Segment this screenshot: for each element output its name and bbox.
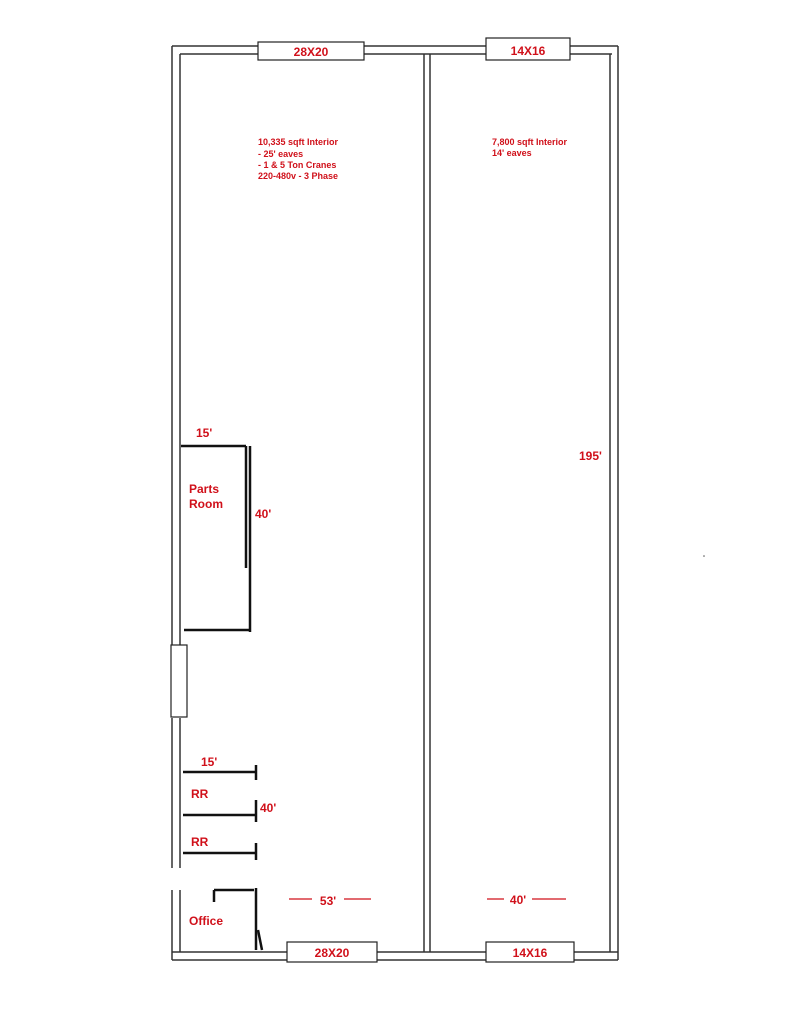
right-bay-line1: 7,800 sqft Interior (492, 137, 568, 147)
stray-mark (703, 555, 705, 557)
right-bay-width-label: 40' (509, 893, 527, 907)
door-top-right (486, 38, 570, 60)
restroom-1-label: RR (191, 787, 209, 801)
dimension-left-bay-width (289, 894, 371, 908)
left-bay-line1: 10,335 sqft Interior (258, 137, 339, 147)
office (189, 888, 262, 950)
left-bay-line4: 220-480v - 3 Phase (258, 171, 339, 181)
right-bay-line2: 14' eaves (492, 148, 532, 158)
building-length-label: 195' (579, 449, 602, 463)
center-dividing-wall (424, 54, 430, 952)
left-bay-line2: - 25' eaves (258, 149, 304, 159)
outer-walls (172, 46, 618, 960)
restroom-width: 15' (201, 755, 218, 769)
parts-room-name-line2: Room (189, 497, 223, 511)
parts-room-name-line1: Parts (189, 482, 220, 496)
office-label: Office (189, 914, 224, 928)
side-door (171, 645, 187, 717)
parts-room-width: 15' (196, 426, 213, 440)
door-bottom-right-label: 14X16 (512, 946, 548, 960)
restroom-2-label: RR (191, 835, 209, 849)
left-bay-line3: - 1 & 5 Ton Cranes (258, 160, 337, 170)
restrooms (183, 755, 276, 860)
parts-room-depth: 40' (255, 507, 272, 521)
left-bay-width-label: 53' (319, 894, 337, 908)
door-bottom-left (287, 942, 377, 962)
dimension-right-bay-width (487, 893, 566, 907)
door-top-left (258, 42, 364, 60)
door-top-left-label: 28X20 (293, 45, 329, 59)
restroom-depth: 40' (260, 801, 277, 815)
left-bay-description (258, 137, 339, 181)
right-bay-description (492, 137, 568, 158)
door-top-right-label: 14X16 (510, 44, 546, 58)
parts-room (181, 426, 271, 632)
door-bottom-left-label: 28X20 (314, 946, 350, 960)
door-bottom-right (486, 942, 574, 962)
